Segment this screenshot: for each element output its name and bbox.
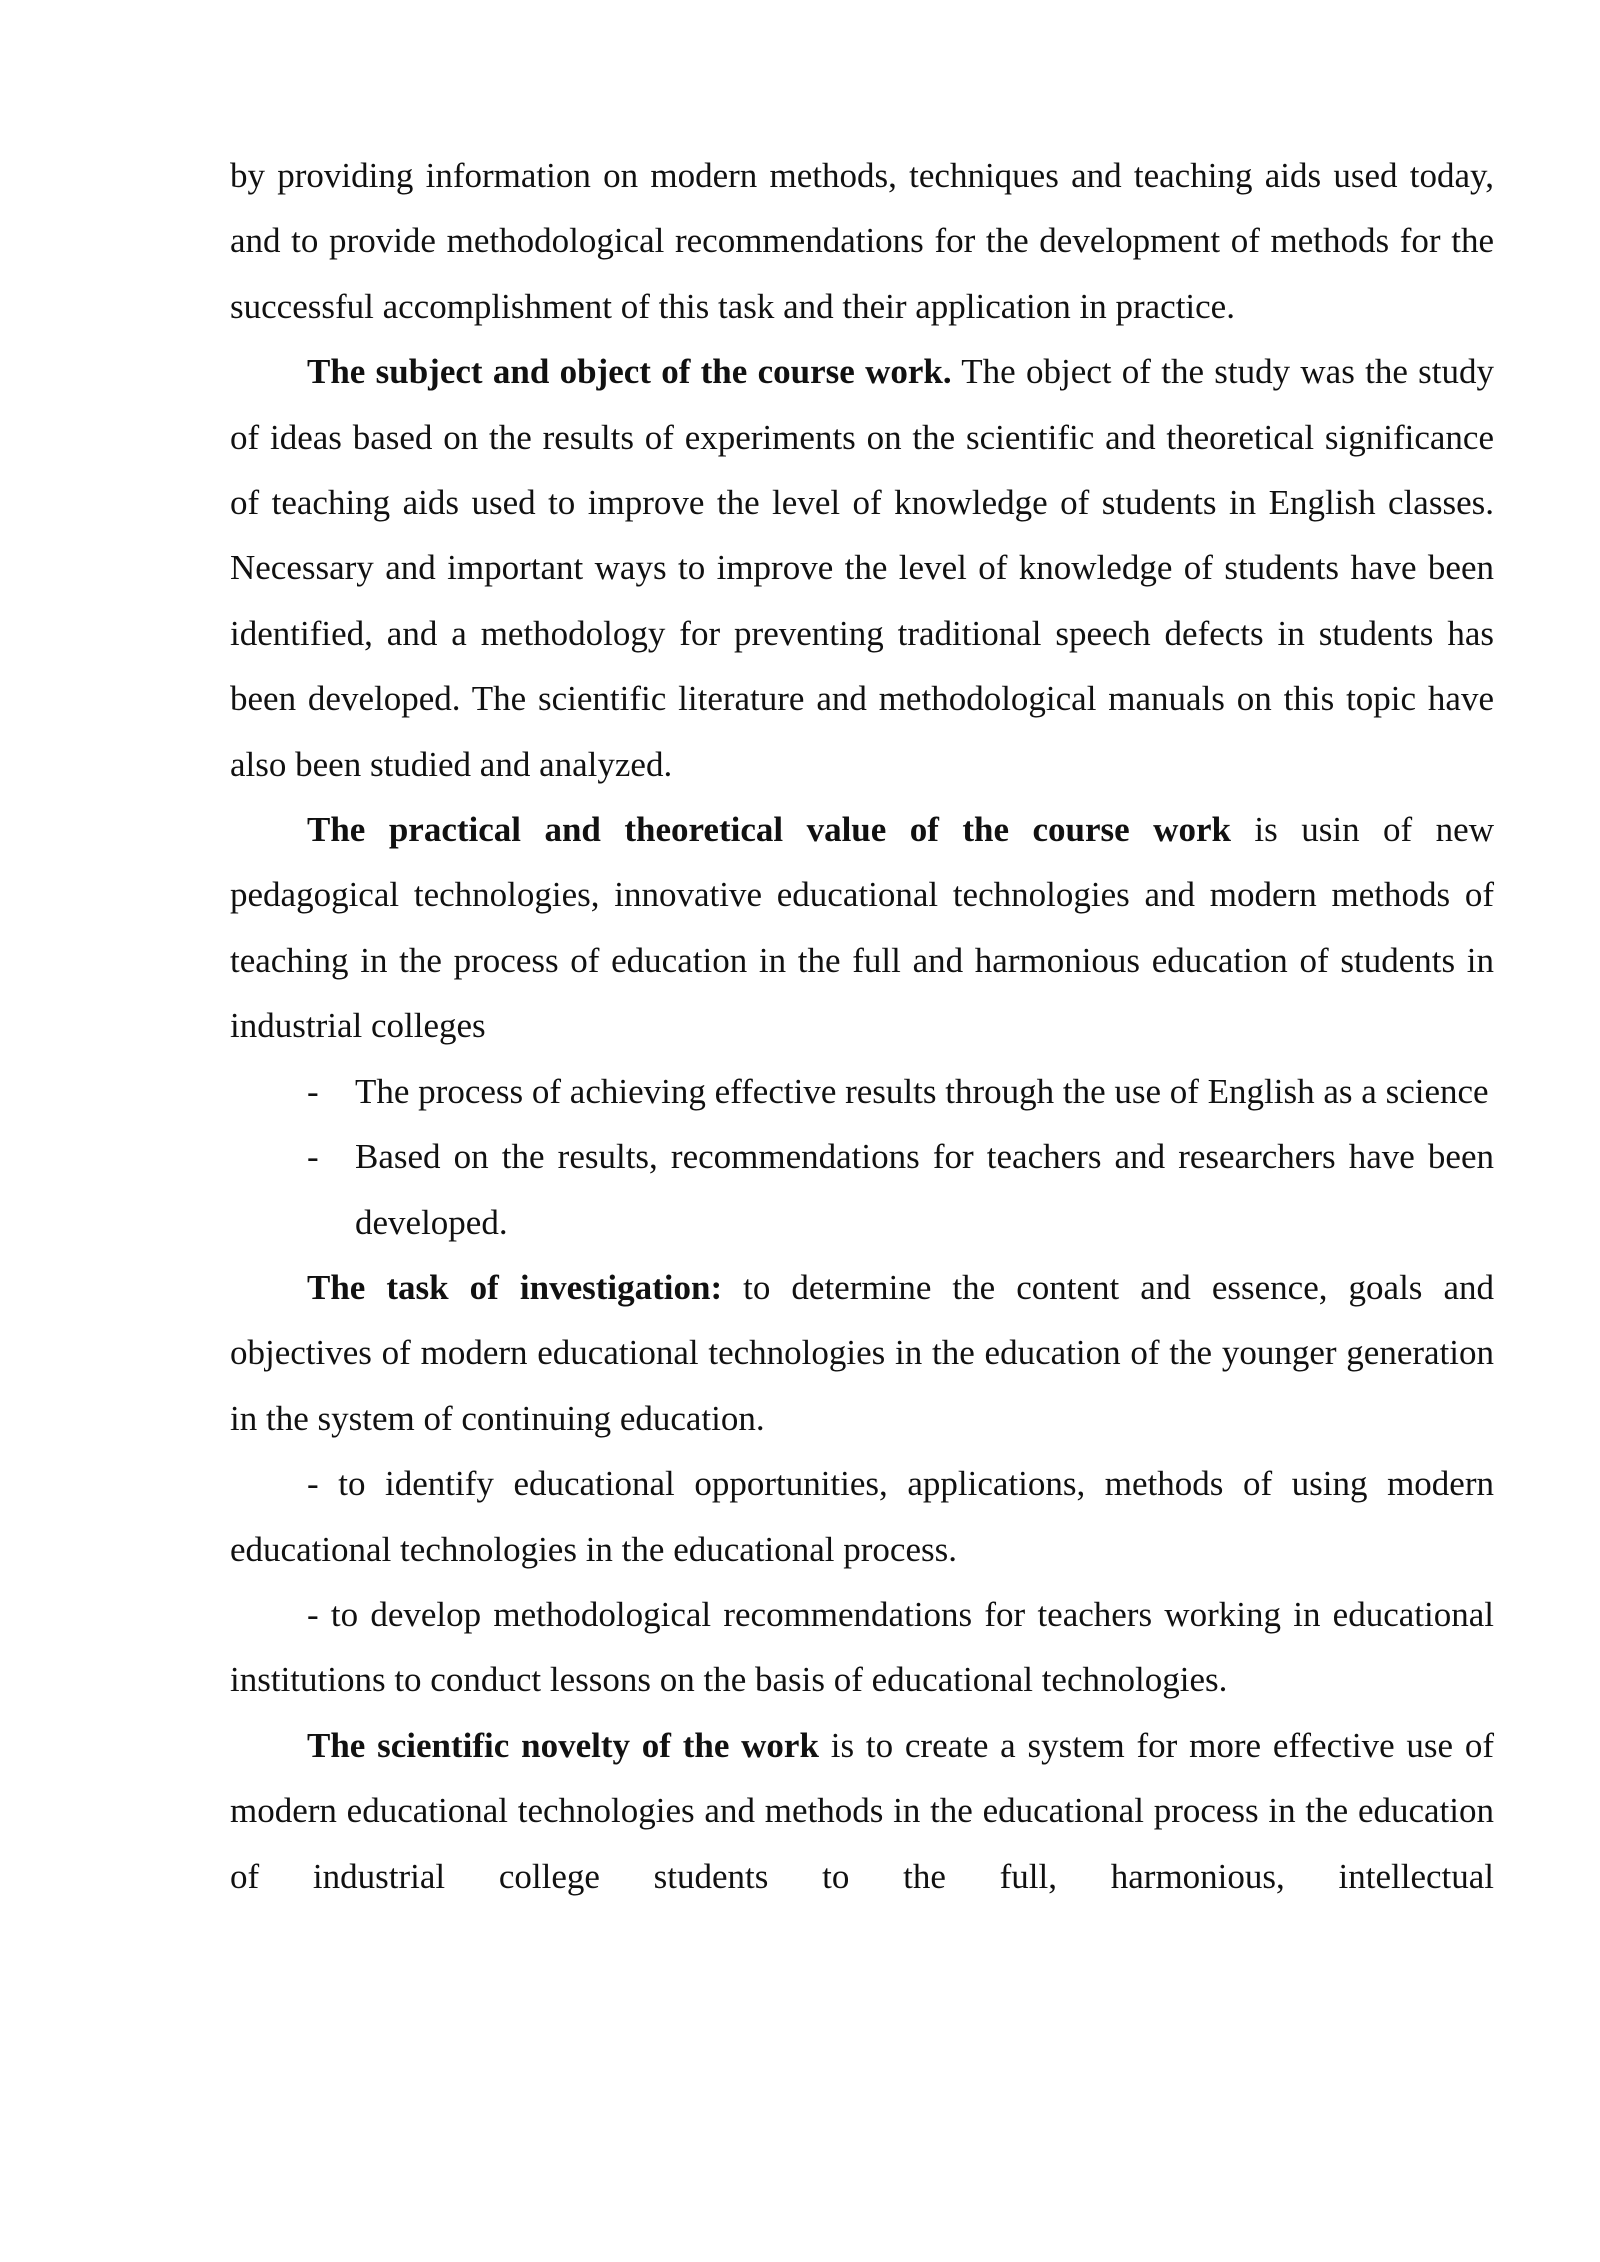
paragraph-body: is usin of new pedagogical technologies, innovative educational technologies and modern methods of teaching in the process of education in the full and harmonious education of students in industrial colleges	[230, 810, 1494, 1046]
bullet-dash: -	[307, 1137, 319, 1177]
paragraph-body: to determine the content and essence, goals and objectives of modern educational technologies in the education of the younger generation in the system of continuing education.	[230, 1267, 1494, 1438]
bullet-item	[230, 1059, 1494, 1124]
paragraph-body: is to create a system for more effective use of modern educational technologies and methods in the educational process in the education of industrial college students to the full, harmonious, intellectual	[230, 1725, 1494, 1896]
paragraph-heading: The task of investigation:	[307, 1267, 723, 1307]
paragraph-task	[230, 1255, 1494, 1451]
bullet-dash: -	[307, 1071, 319, 1111]
paragraph-heading: The scientific novelty of the work	[307, 1725, 819, 1765]
bullet-text: The process of achieving effective results through the use of English as a science	[355, 1071, 1489, 1111]
paragraph-intro-continuation: by providing information on modern methods, techniques and teaching aids used today, and to provide methodological recommendations for the development of methods for the successful accomplishment of this task and their application in practice.	[230, 156, 1494, 326]
paragraph-task-item: - to develop methodological recommendations for teachers working in educational institutions to conduct lessons on the basis of educational technologies.	[230, 1594, 1494, 1700]
paragraph-heading: The subject and object of the course work.	[307, 352, 952, 392]
paragraph-body: The object of the study was the study of ideas based on the results of experiments on the scientific and theoretical significance of teaching aids used to improve the level of knowledge of students in English classes. Necessary and important ways to improve the level of knowledge of students have been identified, and a methodology for preventing traditional speech defects in students has been developed. The scientific literature and methodological manuals on this topic have also been studied and analyzed.	[230, 352, 1495, 784]
bullet-item	[230, 1124, 1494, 1255]
paragraph-practical-value	[230, 797, 1494, 1059]
paragraph-task-item: - to identify educational opportunities, applications, methods of using modern educational technologies in the educational process.	[230, 1464, 1494, 1569]
document-page	[230, 143, 1494, 1909]
bullet-text: Based on the results, recommendations for teachers and researchers have been developed.	[355, 1137, 1494, 1242]
paragraph-subject-object	[230, 339, 1494, 797]
paragraph-scientific-novelty	[230, 1713, 1494, 1909]
paragraph-heading: The practical and theoretical value of the course work	[307, 810, 1231, 850]
